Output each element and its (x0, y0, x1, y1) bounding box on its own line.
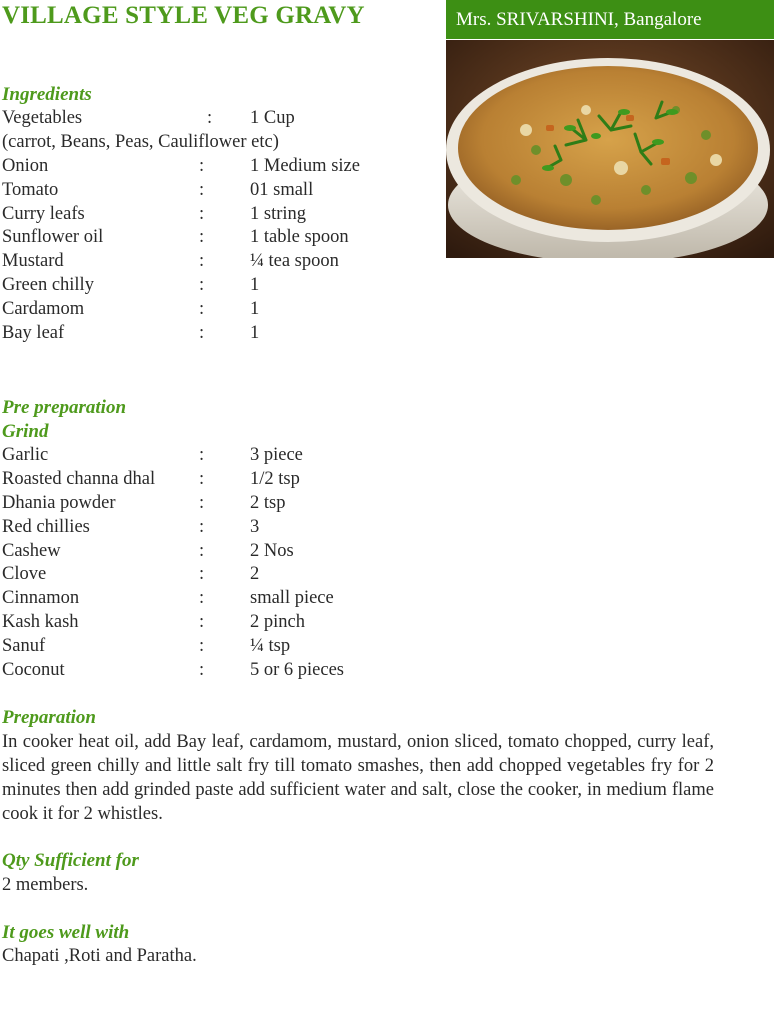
grind-name: Kash kash (2, 612, 79, 633)
pre-preparation-heading: Pre preparation (2, 397, 127, 418)
goes-well-text: Chapati ,Roti and Paratha. (2, 946, 197, 966)
separator: : (199, 660, 205, 681)
ingredient-qty: 1 (250, 275, 260, 296)
grind-qty: 5 or 6 pieces (250, 660, 345, 681)
qty-heading: Qty Sufficient for (2, 850, 139, 871)
separator: : (199, 227, 205, 248)
ingredient-name: Green chilly (2, 275, 94, 296)
separator: : (199, 323, 205, 344)
goes-well-heading: It goes well with (2, 922, 130, 943)
grind-name: Cashew (2, 540, 61, 561)
separator: : (199, 636, 205, 657)
separator: : (199, 445, 205, 465)
ingredient-name: Curry leafs (2, 203, 85, 224)
grind-name: Cinnamon (2, 588, 80, 609)
ingredient-name: Mustard (2, 251, 64, 272)
grind-qty: small piece (250, 588, 334, 609)
grind-name: Coconut (2, 660, 65, 681)
ingredient-name: Vegetables (2, 108, 83, 128)
separator: : (199, 540, 205, 561)
ingredient-name: Bay leaf (2, 323, 65, 344)
ingredient-name: Onion (2, 155, 49, 176)
grind-qty: 3 piece (250, 445, 303, 465)
ingredients-heading: Ingredients (2, 84, 92, 105)
ingredient-name: Tomato (2, 179, 59, 200)
separator: : (207, 108, 213, 128)
ingredient-qty: 01 small (250, 179, 314, 200)
ingredient-note: (carrot, Beans, Peas, Cauliflower etc) (2, 131, 279, 152)
ingredient-qty: 1 Medium size (250, 155, 360, 176)
dish-photo (446, 40, 774, 258)
grind-qty: 2 tsp (250, 492, 286, 513)
preparation-heading: Preparation (2, 707, 96, 728)
author-banner: Mrs. SRIVARSHINI, Bangalore (446, 0, 774, 39)
grind-name: Roasted channa dhal (2, 468, 156, 489)
separator: : (199, 275, 205, 296)
separator: : (199, 299, 205, 320)
ingredient-qty: 1 string (250, 203, 307, 224)
grind-name: Sanuf (2, 636, 46, 657)
recipe-title: VILLAGE STYLE VEG GRAVY (2, 2, 365, 29)
separator: : (199, 203, 205, 224)
grind-name: Dhania powder (2, 492, 116, 513)
separator: : (199, 612, 205, 633)
grind-name: Red chillies (2, 516, 90, 537)
grind-qty: 3 (250, 516, 260, 537)
ingredient-qty: 1 table spoon (250, 227, 349, 248)
separator: : (199, 251, 205, 272)
grind-qty: 2 Nos (250, 540, 294, 561)
grind-qty: ¼ tsp (250, 636, 291, 657)
ingredient-name: Cardamom (2, 299, 85, 320)
grind-qty: 2 pinch (250, 612, 305, 633)
grind-name: Garlic (2, 445, 49, 465)
preparation-text: In cooker heat oil, add Bay leaf, cardamom, mustard, onion sliced, tomato chopped, curry leaf, sliced green chilly and little salt fry till tomato smashes, then add chopped vegetables fry for 2 minutes then add grinded paste add sufficient water and salt, close the cooker, in medium flame cook it for 2 whistles. (2, 732, 714, 824)
separator: : (199, 564, 205, 585)
ingredient-qty: ¼ tea spoon (250, 251, 339, 272)
separator: : (199, 468, 205, 489)
separator: : (199, 588, 205, 609)
qty-text: 2 members. (2, 875, 89, 895)
grind-name: Clove (2, 564, 47, 585)
separator: : (199, 155, 205, 176)
ingredient-qty: 1 (250, 323, 260, 344)
grind-qty: 2 (250, 564, 260, 585)
separator: : (199, 492, 205, 513)
separator: : (199, 179, 205, 200)
grind-subheading: Grind (2, 421, 49, 442)
separator: : (199, 516, 205, 537)
ingredient-name: Sunflower oil (2, 227, 104, 248)
ingredient-qty: 1 Cup (250, 108, 295, 128)
ingredient-qty: 1 (250, 299, 260, 320)
grind-qty: 1/2 tsp (250, 468, 300, 489)
